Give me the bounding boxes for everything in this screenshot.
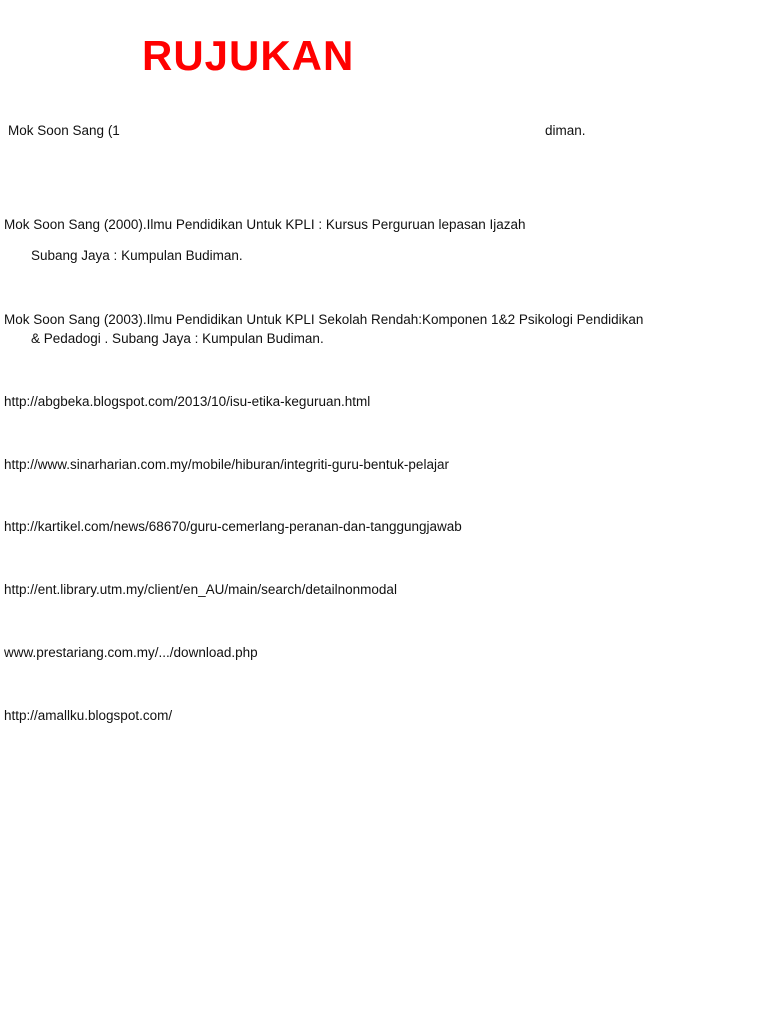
- reference-2-line-2: & Pedadogi . Subang Jaya : Kumpulan Budiman.: [31, 331, 324, 346]
- reference-2-line-1: Mok Soon Sang (2003).Ilmu Pendidikan Untuk KPLI Sekolah Rendah:Komponen 1&2 Psikologi Pendidikan: [4, 312, 644, 327]
- page-title: RUJUKAN: [142, 32, 355, 79]
- link-2[interactable]: http://www.sinarharian.com.my/mobile/hiburan/integriti-guru-bentuk-pelajar: [4, 457, 449, 472]
- link-3[interactable]: http://kartikel.com/news/68670/guru-cemerlang-peranan-dan-tanggungjawab: [4, 519, 462, 534]
- link-1[interactable]: http://abgbeka.blogspot.com/2013/10/isu-etika-keguruan.html: [4, 394, 371, 409]
- partial-reference-left: Mok Soon Sang (1: [8, 123, 120, 138]
- obscured-region: [132, 118, 546, 144]
- partial-reference-right: diman.: [545, 123, 586, 138]
- link-5[interactable]: www.prestariang.com.my/.../download.php: [4, 645, 258, 660]
- link-4[interactable]: http://ent.library.utm.my/client/en_AU/main/search/detailnonmodal: [4, 582, 397, 597]
- reference-1-line-1: Mok Soon Sang (2000).Ilmu Pendidikan Untuk KPLI : Kursus Perguruan lepasan Ijazah: [4, 217, 526, 232]
- link-6[interactable]: http://amallku.blogspot.com/: [4, 708, 173, 723]
- reference-1-line-2: Subang Jaya : Kumpulan Budiman.: [31, 248, 243, 263]
